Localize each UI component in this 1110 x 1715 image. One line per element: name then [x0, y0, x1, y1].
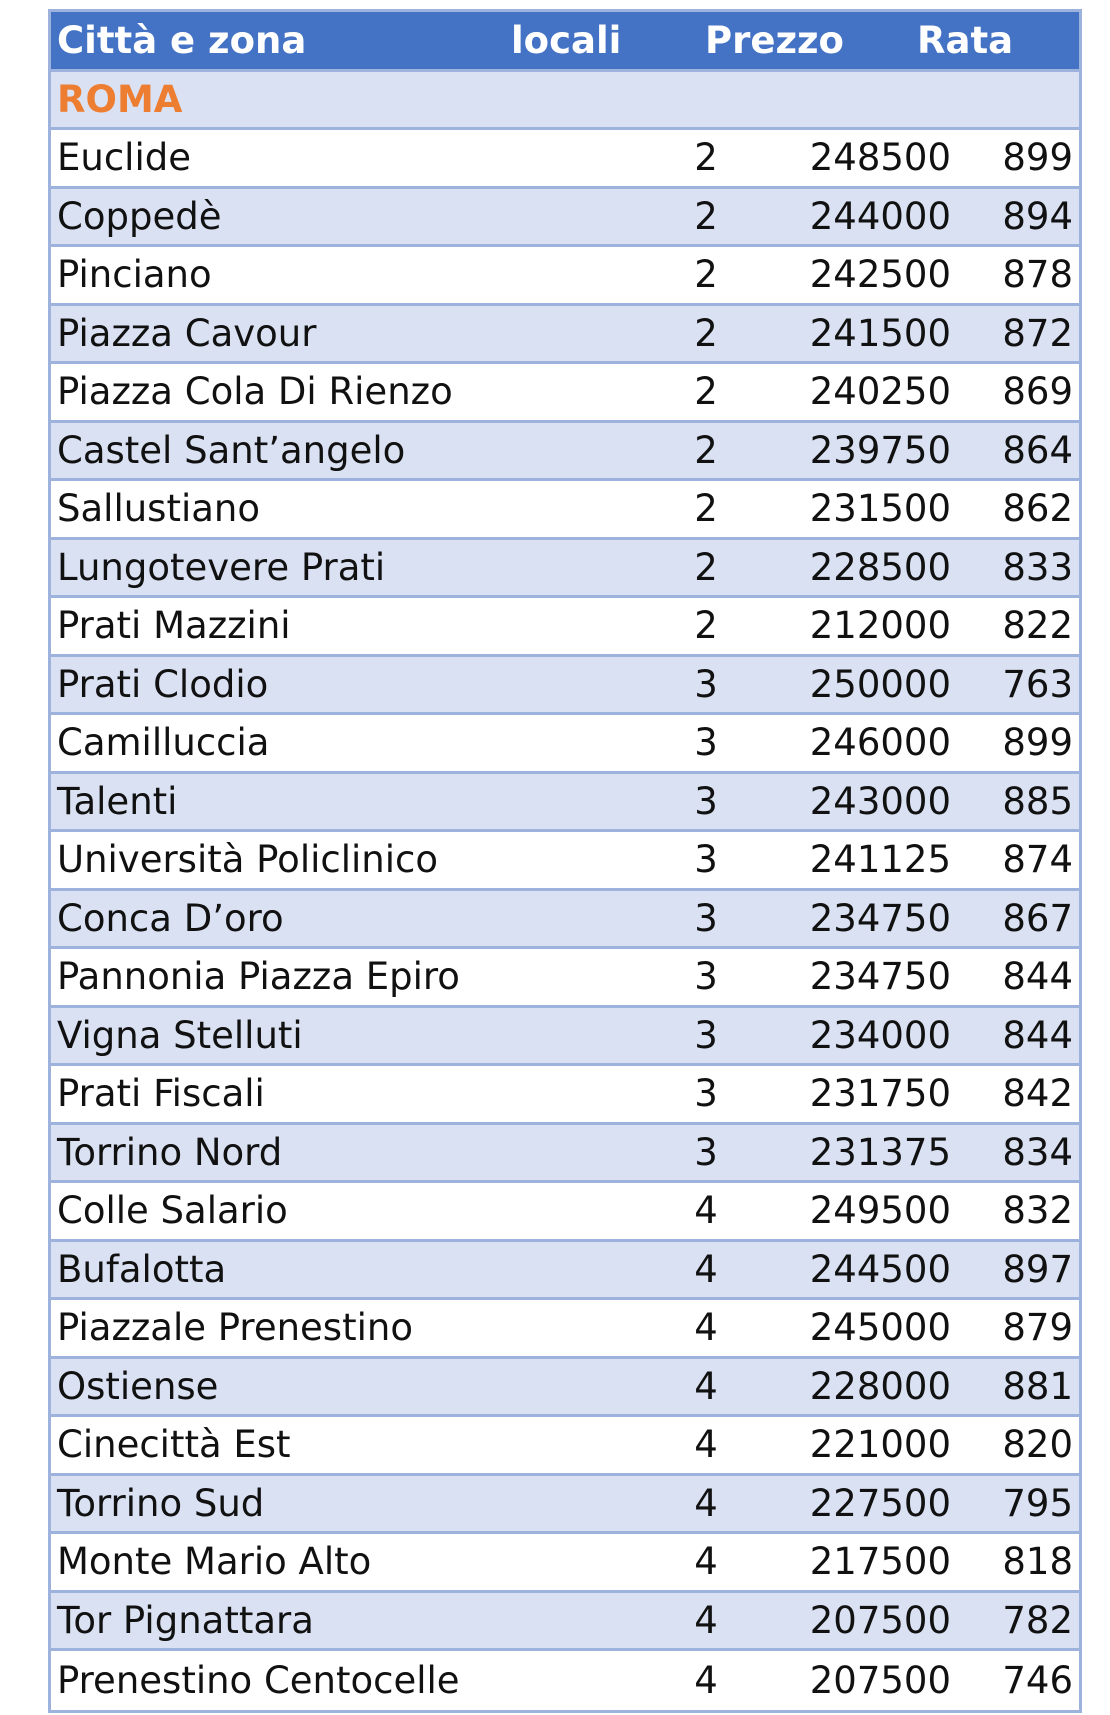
cell-rata: 878	[1002, 253, 1073, 297]
cell-locali: 4	[694, 1598, 718, 1642]
table-row	[51, 1125, 1079, 1184]
cell-zona: Università Policlinico	[57, 838, 438, 882]
table-row	[51, 306, 1079, 365]
cell-rata: 881	[1002, 1364, 1073, 1408]
header-locali: locali	[511, 19, 622, 62]
cell-prezzo: 244500	[809, 1247, 951, 1291]
cell-rata: 899	[1002, 721, 1073, 765]
table-row	[51, 130, 1079, 189]
cell-locali: 4	[694, 1540, 718, 1584]
table-row	[51, 715, 1079, 774]
table-row	[51, 774, 1079, 833]
table-row	[51, 189, 1079, 248]
table-row	[51, 949, 1079, 1008]
cell-locali: 4	[694, 1481, 718, 1525]
cell-rata: 842	[1002, 1072, 1073, 1116]
header-rata: Rata	[917, 19, 1014, 62]
cell-rata: 864	[1002, 428, 1073, 472]
cell-locali: 4	[694, 1423, 718, 1467]
cell-locali: 4	[694, 1364, 718, 1408]
table-row	[51, 247, 1079, 306]
cell-zona: Ostiense	[57, 1364, 219, 1408]
cell-rata: 867	[1002, 896, 1073, 940]
cell-zona: Bufalotta	[57, 1247, 227, 1291]
cell-locali: 3	[694, 1013, 718, 1057]
table-row	[51, 891, 1079, 950]
cell-locali: 2	[694, 370, 718, 414]
cell-prezzo: 231750	[809, 1072, 951, 1116]
cell-locali: 3	[694, 955, 718, 999]
cell-prezzo: 227500	[809, 1481, 951, 1525]
cell-prezzo: 212000	[809, 604, 951, 648]
table-row	[51, 1476, 1079, 1535]
cell-prezzo: 243000	[809, 779, 951, 823]
cell-locali: 3	[694, 779, 718, 823]
cell-rata: 899	[1002, 136, 1073, 180]
table-row	[51, 1359, 1079, 1418]
cell-locali: 3	[694, 838, 718, 882]
cell-locali: 4	[694, 1189, 718, 1233]
cell-rata: 834	[1002, 1130, 1073, 1174]
cell-rata: 820	[1002, 1423, 1073, 1467]
table-row	[51, 657, 1079, 716]
cell-rata: 763	[1002, 662, 1073, 706]
cell-zona: Euclide	[57, 136, 191, 180]
cell-locali: 2	[694, 194, 718, 238]
cell-zona: Piazza Cavour	[57, 311, 317, 355]
cell-locali: 2	[694, 545, 718, 589]
cell-locali: 2	[694, 136, 718, 180]
cell-rata: 885	[1002, 779, 1073, 823]
cell-locali: 2	[694, 604, 718, 648]
cell-prezzo: 231375	[809, 1130, 951, 1174]
cell-zona: Talenti	[57, 779, 178, 823]
cell-zona: Monte Mario Alto	[57, 1540, 372, 1584]
cell-zona: Pannonia Piazza Epiro	[57, 955, 460, 999]
cell-prezzo: 228500	[809, 545, 951, 589]
cell-zona: Colle Salario	[57, 1189, 288, 1233]
table-row	[51, 598, 1079, 657]
table-row	[51, 364, 1079, 423]
cell-rata: 822	[1002, 604, 1073, 648]
table-row	[51, 540, 1079, 599]
table-row	[51, 481, 1079, 540]
cell-rata: 872	[1002, 311, 1073, 355]
cell-prezzo: 234750	[809, 955, 951, 999]
table-header	[51, 12, 1079, 72]
cell-zona: Piazza Cola Di Rienzo	[57, 370, 453, 414]
cell-prezzo: 217500	[809, 1540, 951, 1584]
cell-prezzo: 207500	[809, 1598, 951, 1642]
cell-rata: 862	[1002, 487, 1073, 531]
cell-locali: 4	[694, 1247, 718, 1291]
cell-prezzo: 246000	[809, 721, 951, 765]
cell-rata: 874	[1002, 838, 1073, 882]
cell-locali: 4	[694, 1306, 718, 1350]
cell-locali: 4	[694, 1658, 718, 1702]
cell-locali: 3	[694, 1072, 718, 1116]
cell-locali: 2	[694, 253, 718, 297]
table-row	[51, 1183, 1079, 1242]
cell-zona: Torrino Sud	[57, 1481, 265, 1525]
cell-locali: 3	[694, 662, 718, 706]
cell-rata: 795	[1002, 1481, 1073, 1525]
cell-rata: 844	[1002, 955, 1073, 999]
cell-prezzo: 242500	[809, 253, 951, 297]
cell-zona: Piazzale Prenestino	[57, 1306, 413, 1350]
cell-prezzo: 241125	[809, 838, 951, 882]
cell-rata: 869	[1002, 370, 1073, 414]
cell-zona: Tor Pignattara	[57, 1598, 314, 1642]
cell-rata: 818	[1002, 1540, 1073, 1584]
cell-locali: 3	[694, 1130, 718, 1174]
cell-prezzo: 244000	[809, 194, 951, 238]
cell-rata: 879	[1002, 1306, 1073, 1350]
cell-prezzo: 231500	[809, 487, 951, 531]
table-row	[51, 832, 1079, 891]
cell-rata: 782	[1002, 1598, 1073, 1642]
cell-zona: Prati Fiscali	[57, 1072, 265, 1116]
cell-prezzo: 207500	[809, 1658, 951, 1702]
cell-zona: Torrino Nord	[57, 1130, 283, 1174]
table-row	[51, 1242, 1079, 1301]
cell-locali: 2	[694, 311, 718, 355]
cell-zona: Castel Sant’angelo	[57, 428, 406, 472]
cell-zona: Conca D’oro	[57, 896, 284, 940]
cell-locali: 3	[694, 896, 718, 940]
cell-prezzo: 234000	[809, 1013, 951, 1057]
header-prezzo: Prezzo	[705, 19, 844, 62]
cell-zona: Prati Mazzini	[57, 604, 291, 648]
cell-zona: Lungotevere Prati	[57, 545, 386, 589]
cell-rata: 832	[1002, 1189, 1073, 1233]
cell-prezzo: 228000	[809, 1364, 951, 1408]
cell-rata: 746	[1002, 1658, 1073, 1702]
cell-zona: Sallustiano	[57, 487, 260, 531]
cell-rata: 844	[1002, 1013, 1073, 1057]
cell-locali: 3	[694, 721, 718, 765]
cell-zona: Camilluccia	[57, 721, 270, 765]
cell-prezzo: 245000	[809, 1306, 951, 1350]
cell-zona: Coppedè	[57, 194, 222, 238]
cell-prezzo: 250000	[809, 662, 951, 706]
cell-prezzo: 241500	[809, 311, 951, 355]
table-row	[51, 1651, 1079, 1710]
table-row	[51, 1534, 1079, 1593]
table-body	[51, 130, 1079, 1710]
table-row	[51, 1417, 1079, 1476]
cell-locali: 2	[694, 428, 718, 472]
cell-prezzo: 249500	[809, 1189, 951, 1233]
cell-zona: Pinciano	[57, 253, 212, 297]
cell-prezzo: 221000	[809, 1423, 951, 1467]
cell-zona: Prenestino Centocelle	[57, 1658, 460, 1702]
table-row	[51, 1008, 1079, 1067]
table-row	[51, 1066, 1079, 1125]
cell-prezzo: 234750	[809, 896, 951, 940]
price-table	[48, 9, 1082, 1713]
header-citta-zona: Città e zona	[57, 19, 307, 62]
table-row	[51, 1593, 1079, 1652]
cell-zona: Vigna Stelluti	[57, 1013, 303, 1057]
cell-zona: Prati Clodio	[57, 662, 269, 706]
cell-rata: 894	[1002, 194, 1073, 238]
city-group-label: ROMA	[51, 72, 1079, 130]
cell-locali: 2	[694, 487, 718, 531]
table-row	[51, 1300, 1079, 1359]
cell-prezzo: 239750	[809, 428, 951, 472]
cell-prezzo: 248500	[809, 136, 951, 180]
table-row	[51, 423, 1079, 482]
cell-rata: 897	[1002, 1247, 1073, 1291]
cell-zona: Cinecittà Est	[57, 1423, 291, 1467]
cell-prezzo: 240250	[809, 370, 951, 414]
cell-rata: 833	[1002, 545, 1073, 589]
